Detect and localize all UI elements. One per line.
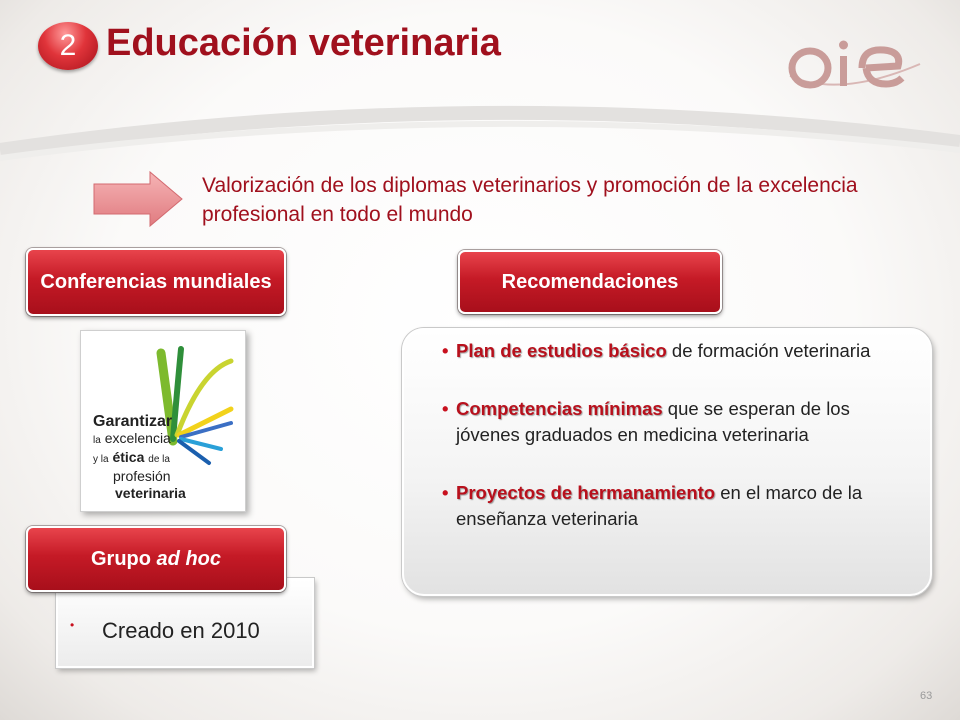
adhoc-group-pill: Grupo ad hoc — [26, 526, 286, 592]
section-number-badge: 2 — [38, 22, 98, 70]
list-item: • Competencias mínimas que se esperan de los jóvenes graduados en medicina veterinaria — [442, 398, 850, 445]
bullet-icon: • — [70, 618, 75, 632]
world-conferences-pill: Conferencias mundiales — [26, 248, 286, 316]
slide-title: Educación veterinaria — [106, 22, 501, 64]
conference-publication-cover — [80, 330, 246, 512]
logo-text: OIE — [853, 105, 857, 107]
bullet-icon: • — [442, 482, 449, 503]
list-item: Creado en 2010 — [102, 618, 260, 643]
recommendations-box — [402, 328, 932, 596]
bullet-icon: • — [442, 398, 449, 419]
decorative-swoosh — [0, 90, 960, 170]
lead-statement: Valorización de los diplomas veterinarios y promoción de la excelencia profesional en todo el mundo — [202, 174, 858, 226]
list-item: • Proyectos de hermanamiento en el marco de la enseñanza veterinaria — [442, 482, 863, 529]
recommendations-pill: Recomendaciones — [458, 250, 722, 314]
page-number: 63 — [920, 690, 933, 702]
recommendations-list — [426, 338, 896, 532]
publication-title: Garantizar la excelencia y la ética de la profesión veterinaria — [93, 413, 186, 501]
arrow-right-icon — [92, 170, 184, 228]
list-item: • Plan de estudios básico de formación veterinaria — [426, 338, 896, 364]
bullet-icon: • — [442, 340, 449, 361]
